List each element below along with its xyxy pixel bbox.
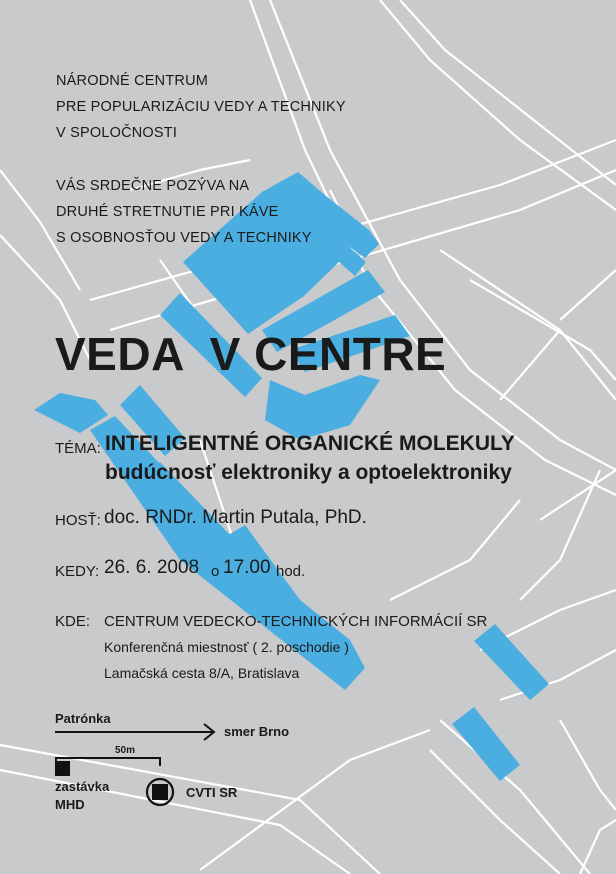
cvti-building-icon bbox=[152, 784, 168, 800]
guest-label: HOSŤ: bbox=[55, 512, 101, 529]
topic-label: TÉMA: bbox=[55, 440, 101, 457]
venue-address: Lamačská cesta 8/A, Bratislava bbox=[104, 665, 300, 681]
event-date: 26. 6. 2008 bbox=[104, 557, 200, 578]
invite-line-2: DRUHÉ STRETNUTIE PRI KÁVE bbox=[56, 204, 279, 220]
destination-label: CVTI SR bbox=[186, 785, 238, 800]
bus-stop-label-2: MHD bbox=[55, 797, 85, 812]
where-label: KDE: bbox=[55, 613, 91, 630]
street-label: Patrónka bbox=[55, 711, 111, 726]
guest-name: doc. RNDr. Martin Putala, PhD. bbox=[104, 507, 367, 528]
organizer-line-1: NÁRODNÉ CENTRUM bbox=[56, 73, 209, 89]
event-title: VEDA V CENTRE bbox=[55, 328, 447, 380]
event-time: 17.00 bbox=[223, 557, 271, 578]
invite-line-1: VÁS SRDEČNE POZÝVA NA bbox=[56, 178, 250, 194]
venue-name: CENTRUM VEDECKO-TECHNICKÝCH INFORMÁCIÍ SR bbox=[104, 613, 488, 630]
organizer-line-3: V SPOLOČNOSTI bbox=[56, 125, 178, 141]
venue-room: Konferenčná miestnosť ( 2. poschodie ) bbox=[104, 639, 349, 655]
date-time-connector: o bbox=[211, 563, 220, 580]
topic-subtitle: budúcnosť elektroniky a optoelektroniky bbox=[105, 461, 512, 484]
when-label: KEDY: bbox=[55, 563, 100, 580]
invite-line-3: S OSOBNOSŤOU VEDY A TECHNIKY bbox=[56, 230, 312, 246]
time-unit: hod. bbox=[276, 563, 306, 580]
organizer-line-2: PRE POPULARIZÁCIU VEDY A TECHNIKY bbox=[56, 99, 346, 115]
direction-label: smer Brno bbox=[224, 724, 290, 739]
bus-stop-icon bbox=[55, 761, 70, 776]
bus-stop-label-1: zastávka bbox=[55, 779, 110, 794]
scale-label: 50m bbox=[115, 745, 136, 756]
topic-title: INTELIGENTNÉ ORGANICKÉ MOLEKULY bbox=[105, 432, 515, 455]
